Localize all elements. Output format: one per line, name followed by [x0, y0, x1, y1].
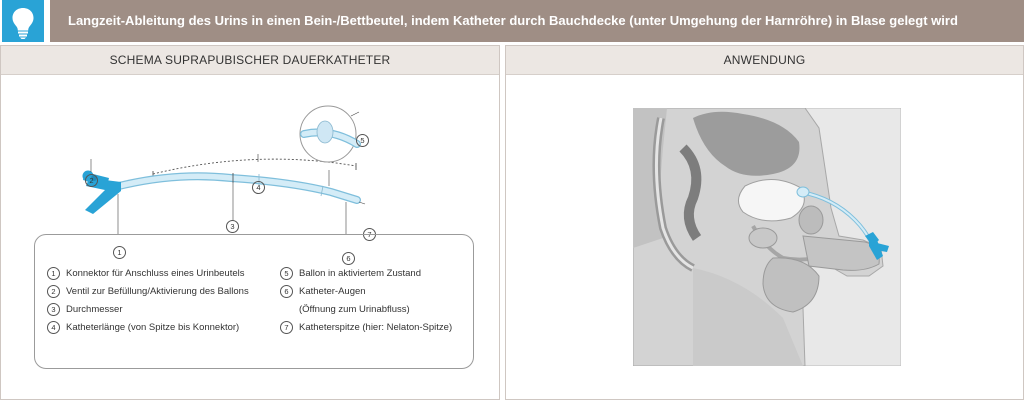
catheter-diagram — [1, 74, 499, 234]
legend-item-6-note: (Öffnung zum Urinabfluss) — [299, 304, 410, 315]
anatomy-illustration — [633, 108, 901, 366]
callout-6: 6 — [342, 252, 361, 265]
header-title: Langzeit-Ableitung des Urins in einen Bein-/Bettbeutel, indem Katheter durch Bauchdecke (unter Umgehung der Harnröhre) in Blase gelegt wird — [50, 0, 1024, 42]
callout-2: 2 — [85, 174, 104, 187]
callout-3: 3 — [226, 220, 245, 233]
legend-item-5: 5 Ballon in aktiviertem Zustand — [280, 267, 421, 280]
callout-1: 1 — [113, 246, 132, 259]
application-panel-title: ANWENDUNG — [506, 46, 1023, 75]
callout-4: 4 — [252, 181, 271, 194]
legend-item-7: 7 Katheterspitze (hier: Nelaton-Spitze) — [280, 321, 452, 334]
legend-item-3: 3 Durchmesser — [47, 303, 123, 316]
schema-panel-title: SCHEMA SUPRAPUBISCHER DAUERKATHETER — [1, 46, 499, 75]
callout-7: 7 — [363, 228, 382, 241]
legend-item-1: 1 Konnektor für Anschluss eines Urinbeutels — [47, 267, 245, 280]
schema-panel — [0, 45, 500, 400]
legend-item-2: 2 Ventil zur Befüllung/Aktivierung des Ballons — [47, 285, 249, 298]
callout-5: 5 — [356, 134, 375, 147]
lightbulb-icon — [2, 0, 44, 42]
legend-box — [34, 234, 474, 369]
legend-item-4: 4 Katheterlänge (von Spitze bis Konnektor) — [47, 321, 239, 334]
legend-item-6: 6 Katheter-Augen — [280, 285, 366, 298]
application-panel — [505, 45, 1024, 400]
